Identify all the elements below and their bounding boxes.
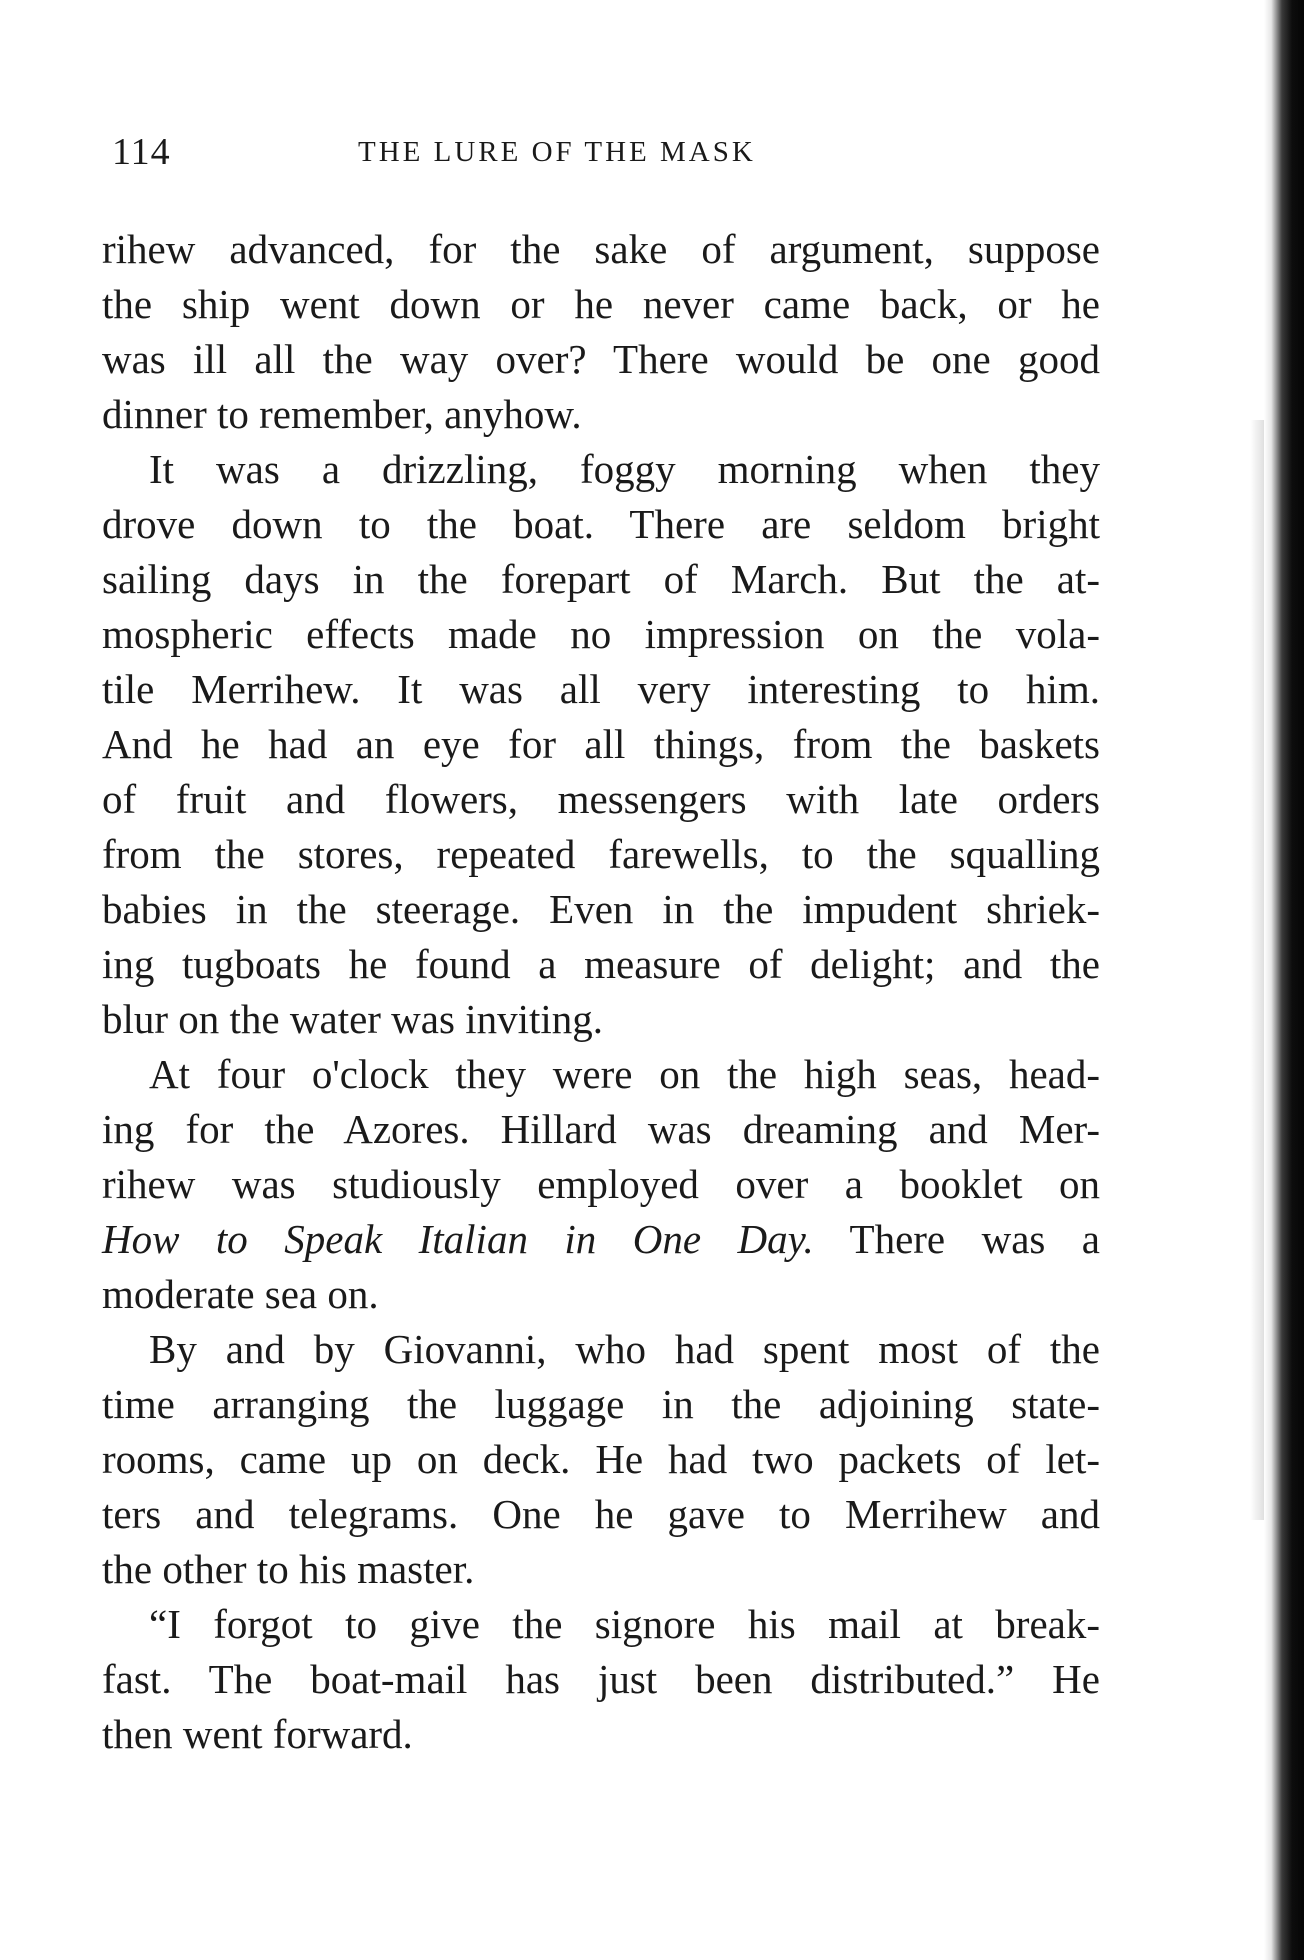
text-line: moderate sea on. xyxy=(102,1271,379,1317)
text-line: the other to his master. xyxy=(102,1546,475,1592)
text-line: ing tugboats he found a measure of delight; and the xyxy=(102,941,1100,987)
text-line: rihew was studiously employed over a booklet on xyxy=(102,1161,1100,1207)
text-line: sailing days in the forepart of March. But the at- xyxy=(102,556,1100,602)
page-number: 114 xyxy=(112,131,171,173)
text-line: drove down to the boat. There are seldom bright xyxy=(102,501,1100,547)
text-line: babies in the steerage. Even in the impudent shriek- xyxy=(102,886,1100,932)
text-line: from the stores, repeated farewells, to the squalling xyxy=(102,831,1100,877)
page-header xyxy=(100,130,1100,190)
page-binding-edge xyxy=(1264,0,1304,1960)
paragraph-first-line: At four o'clock they were on the high seas, head- xyxy=(149,1051,1100,1097)
paragraph-first-line: It was a drizzling, foggy morning when they xyxy=(149,446,1100,492)
text-line: ters and telegrams. One he gave to Merrihew and xyxy=(102,1491,1100,1537)
text-line: rihew advanced, for the sake of argument, suppose xyxy=(102,226,1100,272)
text-fragment: There was a xyxy=(849,1216,1100,1262)
body-text xyxy=(102,222,1100,1762)
paragraph-first-line: “I forgot to give the signore his mail at break- xyxy=(149,1601,1100,1647)
text-line: blur on the water was inviting. xyxy=(102,996,604,1042)
text-line: was ill all the way over? There would be one good xyxy=(102,336,1100,382)
text-line xyxy=(102,1212,1100,1267)
text-line: And he had an eye for all things, from the baskets xyxy=(102,721,1100,767)
text-line: ing for the Azores. Hillard was dreaming and Mer- xyxy=(102,1106,1100,1152)
text-line: then went forward. xyxy=(102,1711,413,1757)
text-line: fast. The boat-mail has just been distributed.” He xyxy=(102,1656,1100,1702)
running-head-title: THE LURE OF THE MASK xyxy=(358,136,756,168)
text-line: time arranging the luggage in the adjoining state- xyxy=(102,1381,1100,1427)
text-line: the ship went down or he never came back, or he xyxy=(102,281,1100,327)
book-title-italic: How to Speak Italian in One Day. xyxy=(102,1216,814,1262)
paragraph-first-line: By and by Giovanni, who had spent most of the xyxy=(149,1326,1100,1372)
text-line: tile Merrihew. It was all very interesting to him. xyxy=(102,666,1100,712)
text-line: mospheric effects made no impression on the vola- xyxy=(102,611,1100,657)
binding-shadow xyxy=(1250,420,1264,1520)
text-line: of fruit and flowers, messengers with late orders xyxy=(102,776,1100,822)
text-line: dinner to remember, anyhow. xyxy=(102,391,582,437)
text-line: rooms, came up on deck. He had two packets of let- xyxy=(102,1436,1100,1482)
